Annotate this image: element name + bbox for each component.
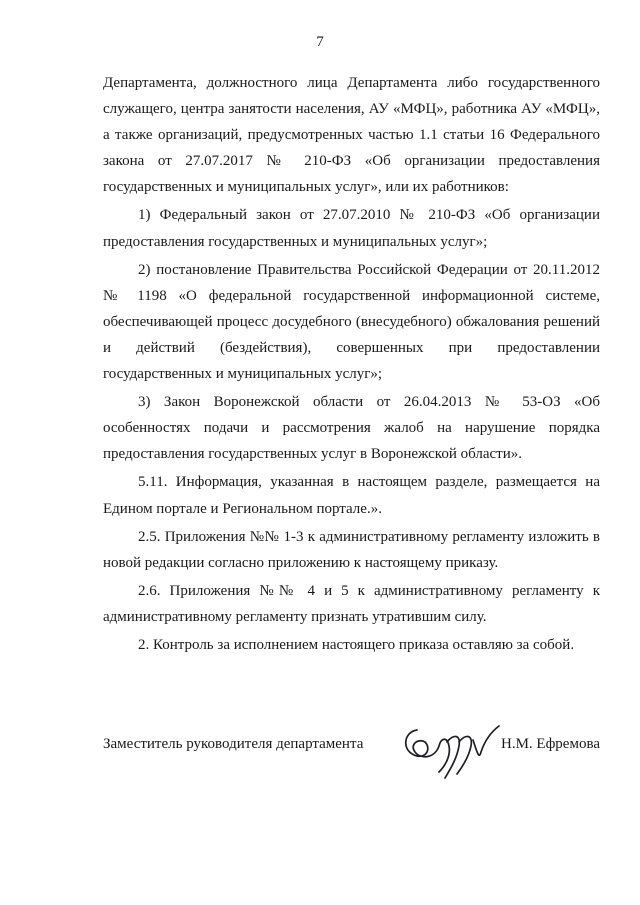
document-body (103, 70, 600, 658)
paragraph-5-11: 5.11. Информация, указанная в настоящем разделе, размещается на Едином портале и Региональном портале.». (103, 474, 600, 517)
signatory-name: Н.М. Ефремова (501, 736, 600, 752)
paragraph-2-6: 2.6. Приложения №№ 4 и 5 к административному регламенту к административному регламенту признать утратившим силу. (103, 582, 600, 625)
paragraph-continuation: Департамента, должностного лица Департамента либо государственного служащего, центра занятости населения, АУ «МФЦ», работника АУ «МФЦ», а также организаций, предусмотренных частью 1.1 статьи 16 Федерального закона от 27.07.2017 № 210-ФЗ «Об организации предоставления государственных и муниципальных услуг», или их работников: (103, 75, 600, 196)
paragraph-2-5: 2.5. Приложения №№ 1-3 к административному регламенту изложить в новой редакции согласно приложению к настоящему приказу. (103, 528, 600, 571)
paragraph-list-item-1: 1) Федеральный закон от 27.07.2010 № 210-ФЗ «Об организации предоставления государственных и муниципальных услуг»; (103, 207, 600, 250)
signatory-title: Заместитель руководителя департамента (103, 736, 364, 752)
paragraph-2-control: 2. Контроль за исполнением настоящего приказа оставляю за собой. (138, 636, 575, 653)
paragraph-list-item-3: 3) Закон Воронежской области от 26.04.2013 № 53-ОЗ «Об особенностях подачи и рассмотрения жалоб на нарушение порядка предоставления государственных услуг в Воронежской области». (103, 394, 600, 463)
page-number: 7 (316, 34, 324, 50)
signature-block (103, 726, 600, 786)
paragraph-list-item-2: 2) постановление Правительства Российской Федерации от 20.11.2012 № 1198 «О федеральной государственной информационной системе, обеспечивающей процесс досудебного (внесудебного) обжалования решений и действий (бездействия), совершенных при предоставлении государственных и муниципальных услуг»; (103, 261, 600, 383)
handwritten-signature (395, 712, 505, 792)
